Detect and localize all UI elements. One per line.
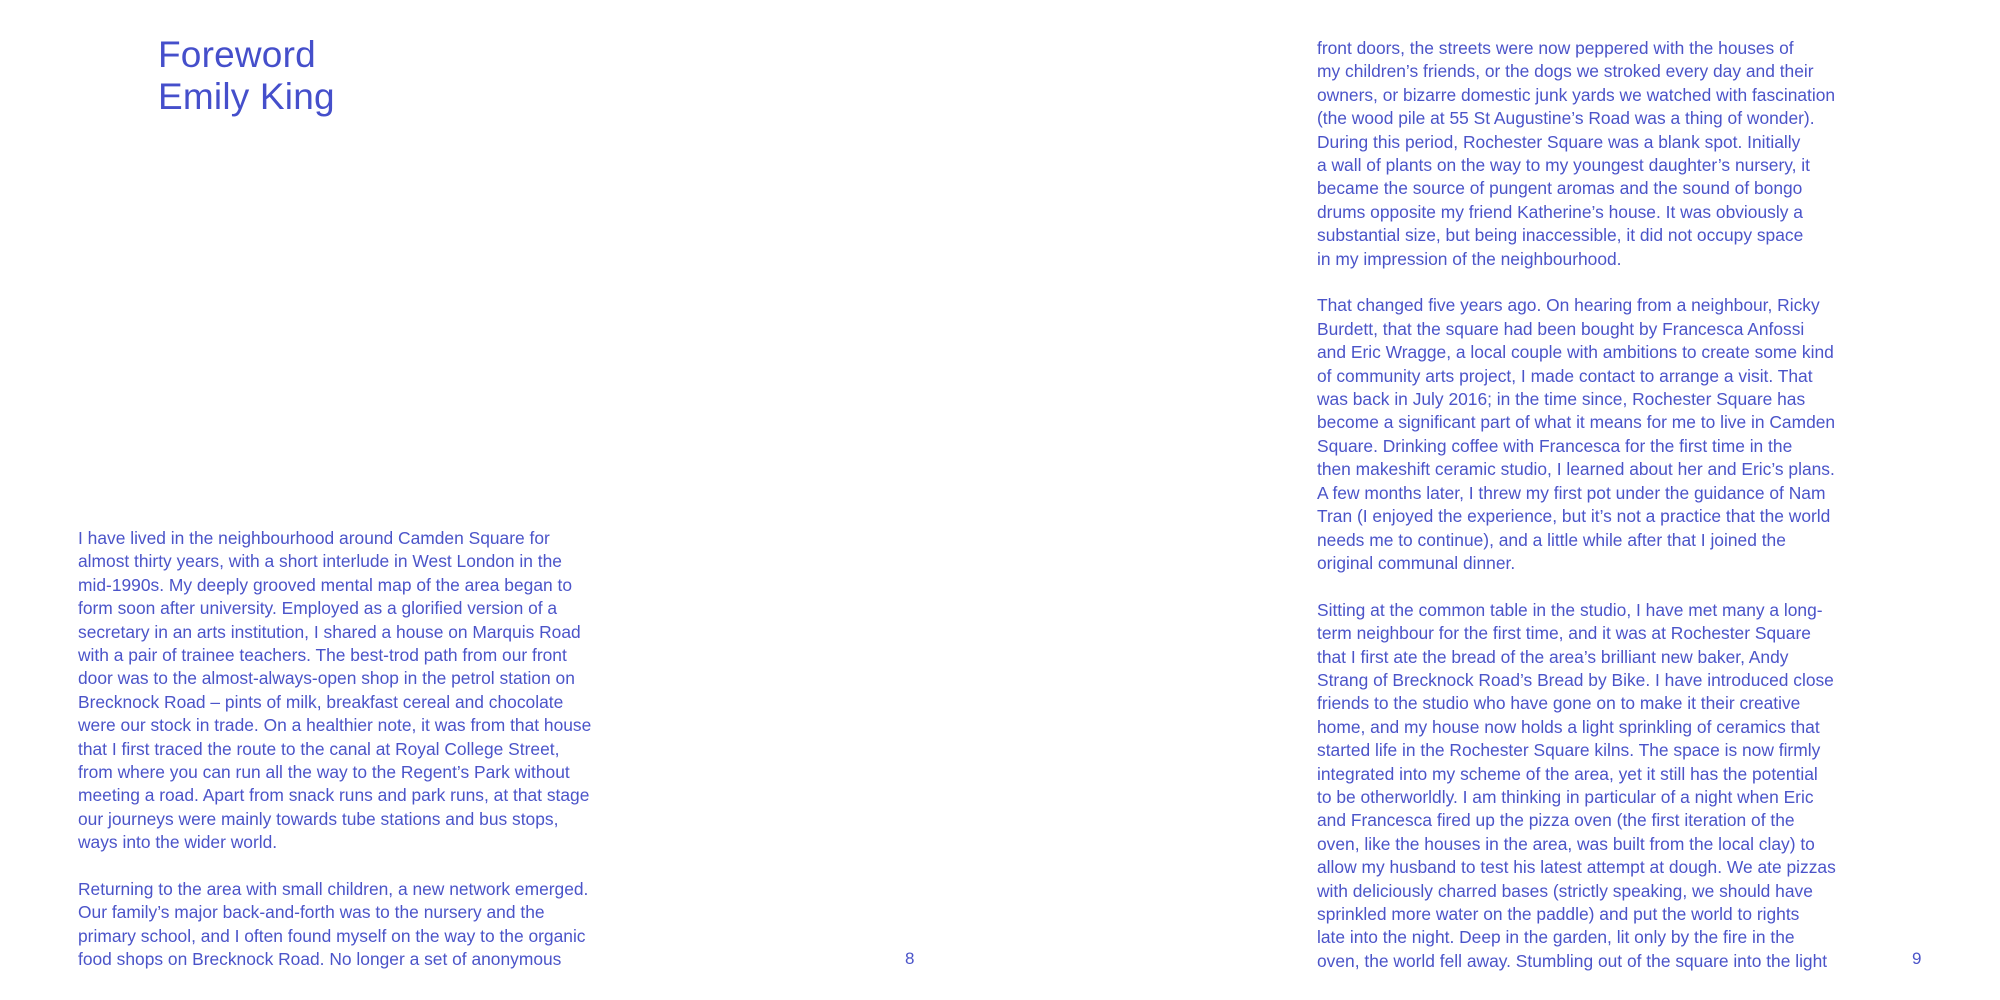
page-number: 8: [905, 949, 915, 968]
paragraph: That changed five years ago. On hearing from a neighbour, Ricky Burdett, that the square had been bought by Francesca Anfossi and Eric Wragge, a local couple with ambitions to create some kind of community arts project, I made contact to arrange a visit. That was back in July 2016; in the time since, Rochester Square has become a significant part of what it means for me to live in Camden Square. Drinking coffee with Francesca for the first time in the then makeshift ceramic studio, I learned about her and Eric’s plans. A few months later, I threw my first pot under the guidance of Nam Tran (I enjoyed the experience, but it’s not a practice that the world needs me to continue), and a little while after that I joined the original communal dinner.: [1317, 295, 1836, 573]
foreword-title: [158, 34, 335, 118]
title-author: Emily King: [158, 76, 335, 117]
paragraph: Returning to the area with small children, a new network emerged. Our family’s major back-and-forth was to the nursery and the primary school, and I often found myself on the way to the organic food shops on Brecknock Road. No longer a set of anonymous: [78, 879, 589, 970]
title-heading: Foreword: [158, 34, 316, 75]
paragraph: Sitting at the common table in the studio, I have met many a long- term neighbour for the first time, and it was at Rochester Square that I first ate the bread of the area’s brilliant new baker, Andy Strang of Brecknock Road’s Bread by Bike. I have introduced close friends to the studio who have gone on to make it their creative home, and my house now holds a light sprinkling of ceramics that started life in the Rochester Square kilns. The space is now firmly integrated into my scheme of the area, yet it still has the potential to be otherworldly. I am thinking in particular of a night when Eric and Francesca fired up the pizza oven (the first iteration of the oven, like the houses in the area, was built from the local clay) to allow my husband to test his latest attempt at dough. We ate pizzas with deliciously charred bases (strictly speaking, we should have sprinkled more water on the paddle) and put the world to rights late into the night. Deep in the garden, lit only by the fire in the oven, the world fell away. Stumbling out of the square into the light: [1317, 599, 1836, 971]
right-page: [1000, 0, 2000, 1000]
right-body-text: [1317, 37, 1877, 973]
paragraph: I have lived in the neighbourhood around Camden Square for almost thirty years, with a short interlude in West London in the mid-1990s. My deeply grooved mental map of the area began to form soon after university. Employed as a glorified version of a secretary in an arts institution, I shared a house on Marquis Road with a pair of trainee teachers. The best-trod path from our front door was to the almost-always-open shop in the petrol station on Brecknock Road – pints of milk, breakfast cereal and chocolate were our stock in trade. On a healthier note, it was from that house that I first traced the route to the canal at Royal College Street, from where you can run all the way to the Regent’s Park without meeting a road. Apart from snack runs and park runs, at that stage our journeys were mainly towards tube stations and bus stops, ways into the wider world.: [78, 528, 592, 853]
page-number: 9: [1912, 949, 1922, 968]
paragraph: front doors, the streets were now peppered with the houses of my children’s friends, or the dogs we stroked every day and their owners, or bizarre domestic junk yards we watched with fascination (the wood pile at 55 St Augustine’s Road was a thing of wonder). During this period, Rochester Square was a blank spot. Initially a wall of plants on the way to my youngest daughter’s nursery, it became the source of pungent aromas and the sound of bongo drums opposite my friend Katherine’s house. It was obviously a substantial size, but being inaccessible, it did not occupy space in my impression of the neighbourhood.: [1317, 38, 1836, 269]
left-body-text: [78, 527, 638, 972]
